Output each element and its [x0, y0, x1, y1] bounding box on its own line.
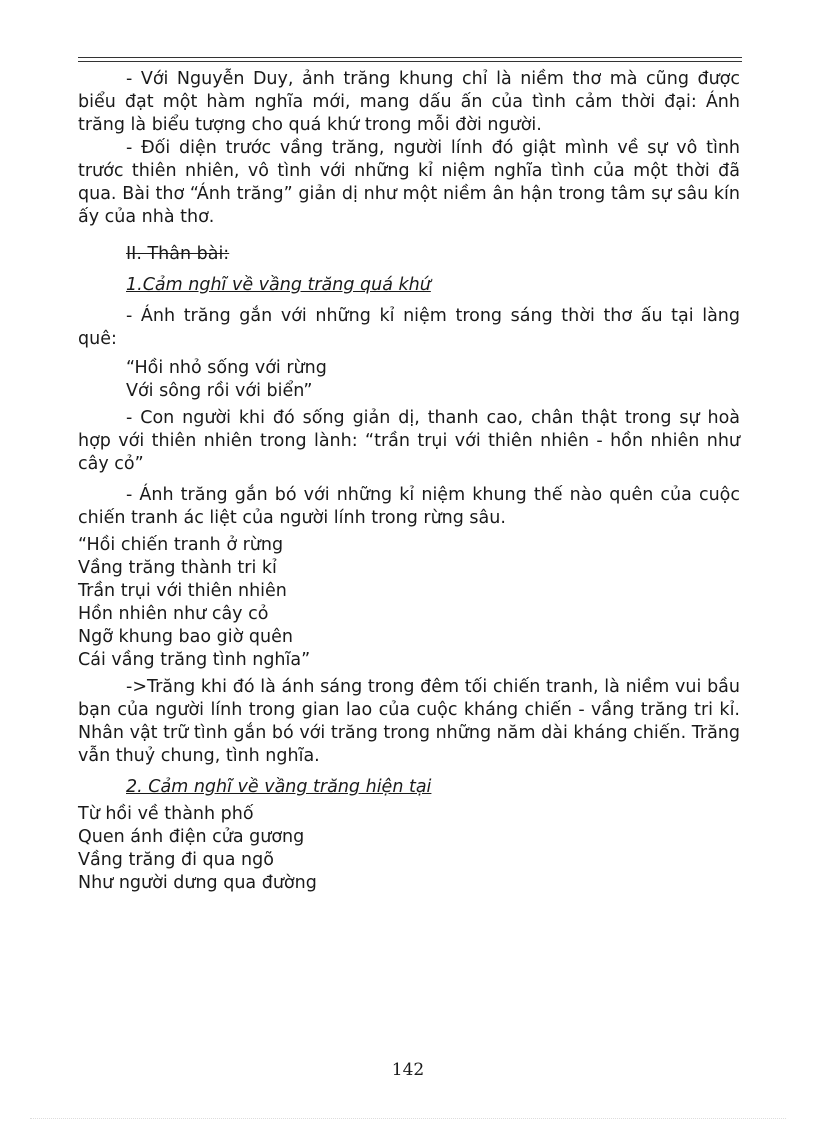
poem-3-line: Như người dưng qua đường [78, 873, 317, 893]
poem-1-line-2: Với sông rồi với biển” [126, 381, 313, 401]
paragraph-1: - Với Nguyễn Duy, ảnh trăng khung chỉ là niềm thơ mà cũng được biểu đạt một hàm nghĩa mới, mang dấu ấn của tình cảm thời đại: Ánh trăng là biểu tượng cho quá khứ trong mỗi đời người. [78, 69, 740, 135]
poem-1 [78, 357, 740, 403]
subheading-past-moon: 1.Cảm nghĩ về vầng trăng quá khứ [126, 275, 431, 295]
poem-2-line: “Hồi chiến tranh ở rừng [78, 535, 284, 555]
paragraph-2: - Đối diện trước vầng trăng, người lính đó giật mình về sự vô tình trước thiên nhiên, vô tình với những kỉ niệm nghĩa tình của một thời đã qua. Bài thơ “Ánh trăng” giản dị như một niềm ân hận trong tâm sự sâu kín ấy của nhà thơ. [78, 138, 740, 227]
paragraph-6: ->Trăng khi đó là ánh sáng trong đêm tối chiến tranh, là niềm vui bầu bạn của người lính trong gian lao của cuộc kháng chiến - vầng trăng tri kỉ. Nhân vật trữ tình gắn bó với trăng trong những năm dài kháng chiến. Trăng vẫn thuỷ chung, tình nghĩa. [78, 677, 740, 766]
paragraph-5: - Ánh trăng gắn bó với những kỉ niệm khung thế nào quên của cuộc chiến tranh ác liệt của người lính trong rừng sâu. [78, 485, 740, 528]
poem-2-line: Ngỡ khung bao giờ quên [78, 627, 293, 647]
poem-2-line: Hồn nhiên như cây cỏ [78, 604, 269, 624]
section-heading-body: II. Thân bài: [126, 244, 230, 264]
subheading-present-moon: 2. Cảm nghĩ về vầng trăng hiện tại [126, 777, 432, 797]
poem-3-line: Quen ánh điện cửa gương [78, 827, 305, 847]
page-body [78, 68, 740, 895]
poem-3-line: Từ hồi về thành phố [78, 804, 254, 824]
paragraph-4: - Con người khi đó sống giản dị, thanh cao, chân thật trong sự hoà hợp với thiên nhiên trong lành: “trần trụi với thiên nhiên - hồn nhiên như cây cỏ” [78, 408, 740, 474]
header-rule-bottom [78, 61, 742, 62]
poem-2-line: Cái vầng trăng tình nghĩa” [78, 650, 311, 670]
poem-3-line: Vầng trăng đi qua ngõ [78, 850, 274, 870]
poem-2 [78, 534, 740, 672]
page-number: 142 [391, 1060, 425, 1080]
footer-divider [30, 1118, 786, 1119]
poem-2-line: Vầng trăng thành tri kỉ [78, 558, 277, 578]
paragraph-3: - Ánh trăng gắn với những kỉ niệm trong sáng thời thơ ấu tại làng quê: [78, 306, 740, 349]
poem-3 [78, 803, 740, 895]
header-rule-top [78, 57, 742, 58]
poem-1-line-1: “Hồi nhỏ sống với rừng [126, 358, 327, 378]
poem-2-line: Trần trụi với thiên nhiên [78, 581, 287, 601]
